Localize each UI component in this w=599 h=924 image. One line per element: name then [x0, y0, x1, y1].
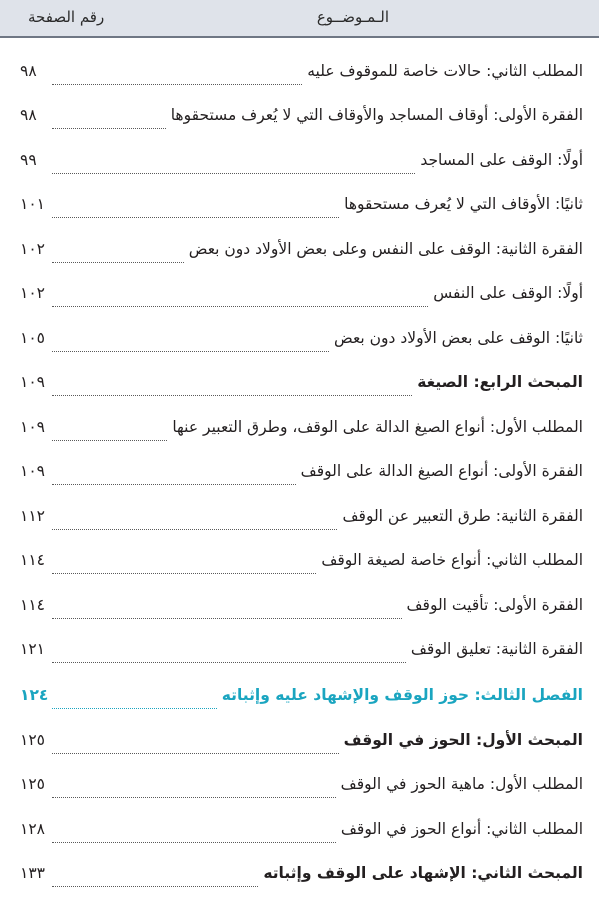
toc-header: [0, 0, 599, 38]
entry-title: أولًا: الوقف على النفس: [433, 284, 583, 302]
entry-title: الفصل الثالث: حوز الوقف والإشهاد عليه وإثباته: [221, 686, 583, 704]
entry-page: ٩٨: [20, 106, 37, 124]
leader-dots: [52, 528, 337, 530]
leader-dots: [52, 661, 406, 663]
leader-dots: [52, 83, 302, 85]
entry-page: ١٠١: [20, 195, 45, 213]
leader-dots: [52, 841, 336, 843]
entry-title: المطلب الثاني: أنواع خاصة لصيغة الوقف: [321, 551, 583, 569]
entry-page: ١٣٣: [20, 864, 45, 882]
toc-entry[interactable]: [20, 418, 583, 448]
leader-dots: [52, 752, 339, 754]
leader-dots: [52, 172, 415, 174]
toc-entry[interactable]: [20, 640, 583, 670]
entry-title: الفقرة الثانية: تعليق الوقف: [410, 640, 583, 658]
toc-entry[interactable]: [20, 731, 583, 761]
leader-dots: [52, 796, 336, 798]
entry-page: ١٠٢: [20, 240, 45, 258]
entry-title: المبحث الأول: الحوز في الوقف: [343, 731, 583, 749]
entry-page: ١٠٩: [20, 462, 45, 480]
toc-chapter-entry[interactable]: [20, 686, 583, 716]
entry-page: ١١٤: [20, 596, 45, 614]
entry-title: الفقرة الأولى: تأقيت الوقف: [406, 596, 583, 614]
leader-dots: [52, 305, 428, 307]
toc-entry[interactable]: [20, 551, 583, 581]
entry-page: ١٠٩: [20, 373, 45, 391]
toc-entry[interactable]: [20, 195, 583, 225]
entry-title: المبحث الثاني: الإشهاد على الوقف وإثباته: [263, 864, 583, 882]
toc-entry[interactable]: [20, 775, 583, 805]
entry-title: المطلب الأول: ماهية الحوز في الوقف: [340, 775, 583, 793]
leader-dots: [52, 261, 184, 263]
leader-dots: [52, 394, 412, 396]
toc-entry[interactable]: [20, 106, 583, 136]
toc-entry[interactable]: [20, 820, 583, 850]
entry-title: ثانيًا: الوقف على بعض الأولاد دون بعض: [333, 329, 583, 347]
entry-title: المطلب الثاني: أنواع الحوز في الوقف: [340, 820, 583, 838]
entry-page: ١٠٢: [20, 284, 45, 302]
leader-dots: [52, 617, 402, 619]
entry-title: المطلب الأول: أنواع الصيغ الدالة على الوقف، وطرق التعبير عنها: [172, 418, 583, 436]
page-column-label: رقم الصفحة: [28, 8, 105, 26]
toc-entry[interactable]: [20, 864, 583, 894]
entry-title: الفقرة الأولى: أوقاف المساجد والأوقاف التي لا يُعرف مستحقوها: [170, 106, 583, 124]
entry-title: ثانيًا: الأوقاف التي لا يُعرف مستحقوها: [344, 195, 583, 213]
entry-title: المطلب الثاني: حالات خاصة للموقوف عليه: [307, 62, 583, 80]
leader-dots: [52, 350, 329, 352]
entry-page: ١٠٥: [20, 329, 45, 347]
entry-page: ٩٨: [20, 62, 37, 80]
toc-entry[interactable]: [20, 240, 583, 270]
entry-page: ١١٤: [20, 551, 45, 569]
entry-title: أولًا: الوقف على المساجد: [420, 151, 583, 169]
entry-title: الفقرة الثانية: الوقف على النفس وعلى بعض الأولاد دون بعض: [188, 240, 583, 258]
entry-page: ١٠٩: [20, 418, 45, 436]
toc-entry[interactable]: [20, 62, 583, 92]
leader-dots: [52, 885, 258, 887]
entry-page: ١٢١: [20, 640, 45, 658]
entry-page: ١٢٨: [20, 820, 45, 838]
entry-page: ١٢٥: [20, 731, 45, 749]
topic-column-label: الـمـوضــوع: [316, 8, 389, 26]
leader-dots: [52, 216, 339, 218]
toc-entry[interactable]: [20, 329, 583, 359]
entry-title: المبحث الرابع: الصيغة: [417, 373, 583, 391]
entry-title: الفقرة الأولى: أنواع الصيغ الدالة على الوقف: [300, 462, 583, 480]
leader-dots: [52, 127, 166, 129]
toc-entry[interactable]: [20, 151, 583, 181]
leader-dots: [52, 707, 217, 709]
entry-page: ١١٢: [20, 507, 45, 525]
entry-page: ٩٩: [20, 151, 37, 169]
entry-page: ١٢٤: [20, 686, 49, 704]
leader-dots: [52, 483, 296, 485]
toc-entry[interactable]: [20, 596, 583, 626]
leader-dots: [52, 572, 316, 574]
toc-entry[interactable]: [20, 462, 583, 492]
leader-dots: [52, 439, 167, 441]
entry-page: ١٢٥: [20, 775, 45, 793]
toc-entry[interactable]: [20, 373, 583, 403]
toc-entry[interactable]: [20, 284, 583, 314]
entry-title: الفقرة الثانية: طرق التعبير عن الوقف: [342, 507, 583, 525]
toc-entry[interactable]: [20, 507, 583, 537]
